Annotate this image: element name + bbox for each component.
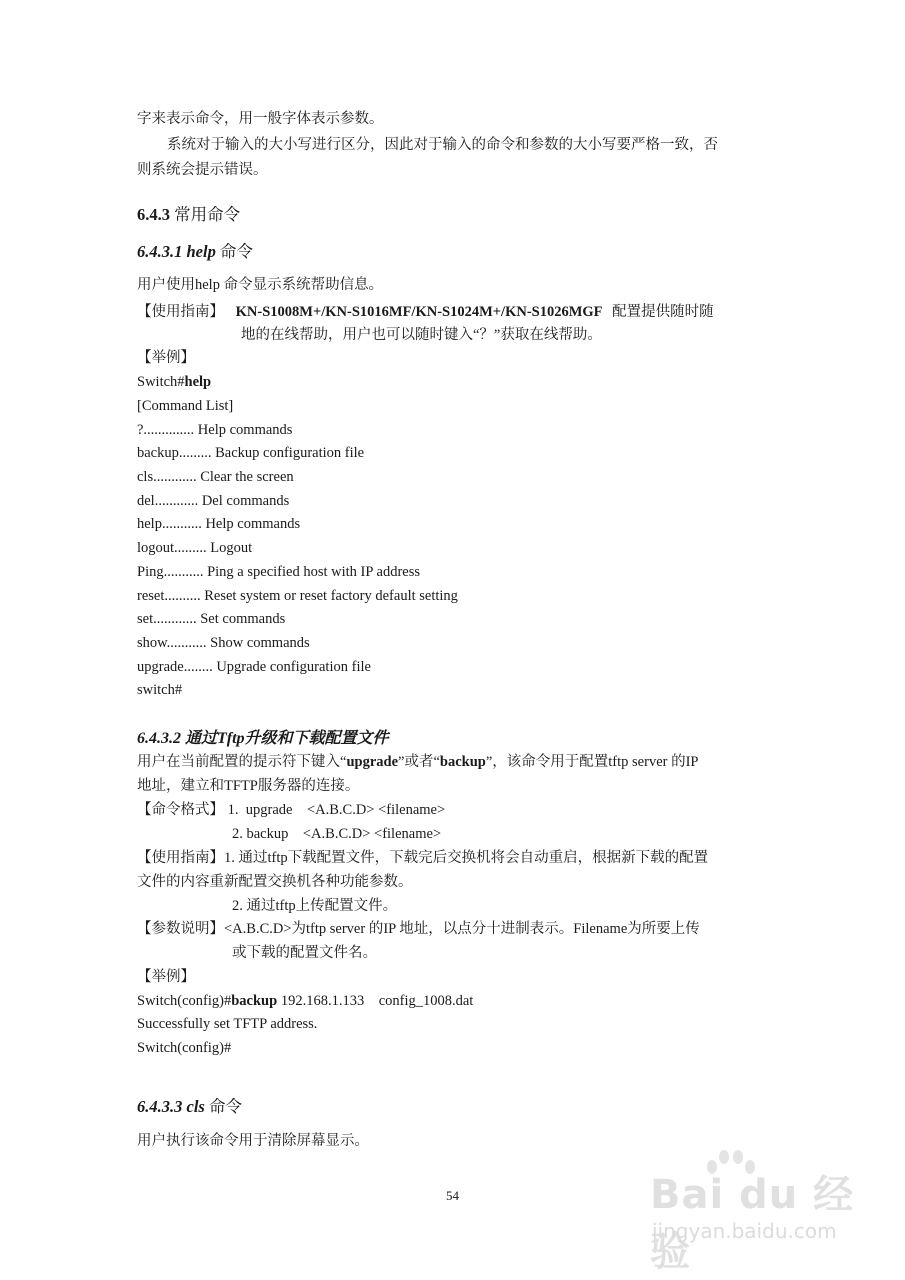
desc-text: 用户在当前配置的提示符下键入“ [137,754,347,770]
prompt: Switch# [137,374,185,390]
format-1: 1. upgrade <A.B.C.D> <filename> [227,802,446,818]
help-guide-line-1 [137,302,714,322]
help-output-line: ?.............. Help commands [137,422,293,438]
tftp-example-line-1 [137,991,473,1011]
desc-backup: backup [439,754,486,770]
guide-models: KN-S1008M+/KN-S1016MF/KN-S1024M+/KN-S1026MGF [235,304,603,320]
tftp-format-line-1 [137,800,445,820]
help-output-line: Ping........... Ping a specified host with IP address [137,564,420,580]
tftp-description-line-1 [137,752,698,772]
param-1: <A.B.C.D>为tftp server 的IP 地址，以点分十进制表示。Filename为所要上传 [224,921,700,937]
subsection-number: 6.4.3.1 help [137,242,216,261]
help-output-line: upgrade........ Upgrade configuration file [137,659,371,675]
desc-text: ”或者“ [398,754,440,770]
help-prompt-line [137,372,211,392]
help-example-tag: 【举例】 [137,350,195,366]
help-output-line: backup......... Backup configuration file [137,445,365,461]
page-number: 54 [446,1188,459,1203]
baidu-watermark [640,1143,890,1275]
subsection-heading-cls [137,1097,242,1117]
example-command: backup [231,993,278,1009]
subsection-number: 6.4.3.3 cls [137,1097,205,1116]
tftp-example-line-3: Switch(config)# [137,1040,232,1056]
example-prompt: Switch(config)# [137,993,232,1009]
tftp-description-line-2: 地址，建立和TFTP服务器的连接。 [137,778,360,794]
help-output-line: switch# [137,682,183,698]
cls-description: 用户执行该命令用于清除屏幕显示。 [137,1133,369,1149]
section-heading-6-4-3 [137,205,240,225]
tftp-param-line-2: 或下载的配置文件名。 [232,945,377,961]
help-guide-line-2: 地的在线帮助，用户也可以随时键入“？”获取在线帮助。 [241,327,602,343]
tftp-example-line-2: Successfully set TFTP address. [137,1016,318,1032]
watermark-brand: Bai du 经验 [650,1172,855,1275]
subsection-heading-help [137,242,253,262]
help-output-line: del............ Del commands [137,493,290,509]
guide-tail: 配置提供随时随 [612,304,714,320]
desc-text: ”，该命令用于配置tftp server 的IP [485,754,699,770]
param-tag: 【参数说明】 [137,921,224,937]
guide-tag: 【使用指南】 [137,850,224,866]
tftp-guide-line-1b: 文件的内容重新配置交换机各种功能参数。 [137,874,413,890]
help-output-line: logout......... Logout [137,540,253,556]
guide-1: 1. 通过tftp下载配置文件，下载完后交换机将会自动重启，根据新下载的配置 [224,850,709,866]
help-output-line: cls............ Clear the screen [137,469,294,485]
section-number: 6.4.3 [137,205,170,224]
help-output-line: help........... Help commands [137,516,301,532]
subsection-heading-tftp: 6.4.3.2 通过Tftp升级和下载配置文件 [137,730,389,747]
tftp-guide-line-2: 2. 通过tftp上传配置文件。 [232,898,398,914]
example-args: 192.168.1.133 config_1008.dat [277,993,474,1009]
intro-line-1: 字来表示命令，用一般字体表示参数。 [137,111,384,127]
guide-tag: 【使用指南】 [137,304,224,320]
tftp-param-line-1 [137,919,700,939]
prompt-command: help [184,374,212,390]
subsection-title: 命令 [219,242,253,261]
desc-upgrade: upgrade [346,754,399,770]
help-output-line: set............ Set commands [137,611,286,627]
help-output-line: show........... Show commands [137,635,310,651]
section-title: 常用命令 [174,205,241,224]
tftp-guide-line-1 [137,848,708,868]
intro-line-2: 系统对于输入的大小写进行区分，因此对于输入的命令和参数的大小写要严格一致，否 [167,137,718,153]
help-description: 用户使用help 命令显示系统帮助信息。 [137,277,384,293]
format-tag: 【命令格式】 [137,802,224,818]
watermark-url: jingyan.baidu.com [652,1219,837,1243]
tftp-format-line-2: 2. backup <A.B.C.D> <filename> [232,826,442,842]
intro-line-3: 则系统会提示错误。 [137,162,268,178]
help-output-line: [Command List] [137,398,234,414]
tftp-example-tag: 【举例】 [137,969,195,985]
subsection-title: 命令 [208,1097,242,1116]
help-output-line: reset.......... Reset system or reset factory default setting [137,588,458,604]
